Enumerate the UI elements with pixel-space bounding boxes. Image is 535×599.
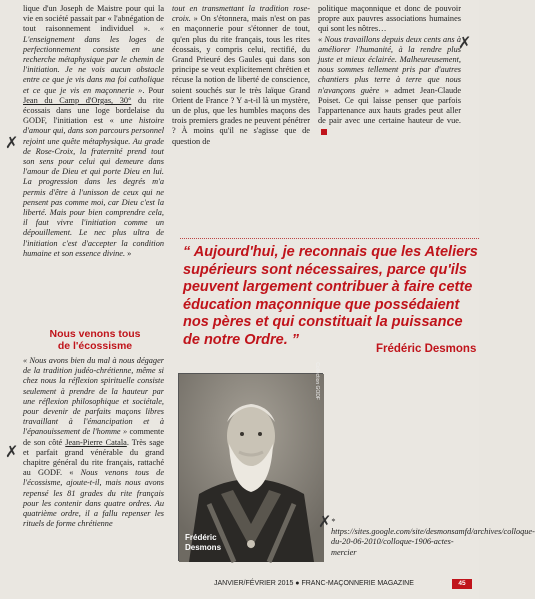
handwritten-mark-icon: ✗ xyxy=(5,135,19,152)
pull-quote-text: Aujourd'hui, je reconnais que les Ateliers supérieurs sont nécessaires, parce qu'ils peuvent largement contribuer à faire cette éducation maçonnique que possédaient nos pères et qui constituait la puissance de notre Ordre. xyxy=(183,244,478,348)
text: « xyxy=(318,34,325,44)
photo-caption xyxy=(185,533,221,552)
handwritten-mark-icon: ✗ xyxy=(5,444,19,461)
underlined-name: Jean du Camp d'Orgas, 30° xyxy=(23,95,132,105)
column-left-bottom xyxy=(23,356,164,529)
handwritten-mark-icon: ✗ xyxy=(458,35,472,52)
close-quote-mark: ” xyxy=(291,331,300,348)
underlined-name: Jean-Pierre Catala xyxy=(65,437,127,447)
paragraph xyxy=(23,356,164,529)
text: . Très sage et parfait grand vénérable du grand chapitre général du rite français, rattaché au GODF. « xyxy=(23,437,164,478)
italic-quote: Nous travaillons depuis deux cents ans à améliorer l'humanité, à la rendre plus juste et mieux éclairée. Malheureusement, nous sommes tellement pris par d'autres chantiers plus terre à terre que nous n'avançons guère xyxy=(318,34,461,95)
pull-quote-author: Frédéric Desmons xyxy=(376,343,477,355)
paragraph xyxy=(23,4,164,259)
paragraph xyxy=(172,4,310,147)
text: lique d'un Joseph de Maistre pour qui la vie en société passait par « l'abnégation de tout raisonnement individuel ». xyxy=(23,4,164,34)
subheading: Nous venons tous de l'écossisme xyxy=(49,328,141,352)
page-footer: JANVIER/FÉVRIER 2015 ● FRANC-MAÇONNERIE MAGAZINE xyxy=(214,580,414,587)
text: » admet Jean-Claude Poiset. Ce qui laisse penser que parfois l'appartenance aux hauts grades peut aller de pair avec une certaine hauteur de vue. xyxy=(318,85,461,126)
text: » xyxy=(125,248,132,258)
portrait-photo xyxy=(178,362,323,561)
text: politique maçonnique et donc de pouvoir propre aux pauvres associations humaines qui sont les nôtres… xyxy=(318,4,461,34)
italic-quote: « L'enseignement dans les loges de perfectionnement consiste en une recherche métaphysique par le chemin de l'initiation. Je ne vois aucun obstacle entre ce que je vis dans ma foi catholique et ce que je vis en maçonnerie » xyxy=(23,24,164,95)
divider xyxy=(180,238,479,240)
handwritten-mark-icon: ✗ xyxy=(318,514,332,531)
column-right xyxy=(318,4,461,137)
italic-quote: Nous venons tous de l'écossisme, ajoute-t-il, mais nous avons repensé les 81 grades du rite français pour les contenir dans quatre ordres. Au quatrième ordre, il a fallu repenser les rituels de forme chrétienne xyxy=(23,468,164,529)
column-middle xyxy=(172,4,310,147)
column-left-top xyxy=(23,4,164,259)
text: du rite écossais dans une loge bordelaise du GODF, l'initiation est « xyxy=(23,95,164,126)
paragraph xyxy=(318,4,461,35)
pull-quote xyxy=(183,244,479,349)
text: . Pour xyxy=(142,85,165,95)
italic-quote: « Nous avons bien du mal à nous dégager de la tradition judéo-chrétienne, même si chez nous la réflexion spirituelle consiste seulement à prendre de la hauteur par une réflexion philosophique et sociétale, pour devenir de parfaits maçons libres travaillant à l'émancipation et à l'épanouissement de l'homme » xyxy=(23,356,164,437)
caption-line: Frédéric xyxy=(185,533,217,542)
paragraph xyxy=(318,35,461,137)
text: commente de son côté xyxy=(23,427,164,447)
page-number: 45 xyxy=(452,579,472,589)
open-quote-mark: “ xyxy=(183,244,191,260)
caption-line: Desmons xyxy=(185,542,222,552)
end-mark-icon xyxy=(321,129,327,135)
footnote: * https://sites.google.com/site/desmonsamfd/archives/colloque-du-20-06-2010/colloque-1906-actes-mercier xyxy=(331,517,535,557)
text: » On s'étonnera, mais n'est on pas en maçonnerie pour s'étonner de tout, qu'en plus du rite français, tous les rites écossais, y compris celui, rectifié, du Grand Prieuré des Gaules qui dans son principe se veut explicitement chrétien et récuse la notion de liberté de conscience, soient souchés sur le très laïque Grand Orient de France ? Y a-t-il là un mystère, un de plus, que les humbles maçons des trois premiers grades ne peuvent pénétrer ? À moins qu'il ne s'agisse que de question de xyxy=(172,14,310,146)
photo-credit: Collection GODF xyxy=(314,362,320,400)
italic-quote: tout en transmettant la tradition rose-croix. xyxy=(172,4,310,24)
italic-quote: une histoire d'amour qui, dans son parcours personnel rejoint une quête métaphysique. Au grade de Rose-Croix, la fraternité prend tout son sens pour celui qui demeure dans l'amour de Dieu et qui porte Dieu en lui. La progression dans les degrés m'a permis d'être à l'unisson de ceux qui ne pensent pas comme moi, car Dieu c'est la liberté. Mais pour bien comprendre cela, il faut vivre l'initiation comme un dépouillement. Le nec plus ultra de l'initiation c'est d'accepter la condition humaine et son essence divine. xyxy=(23,116,164,258)
